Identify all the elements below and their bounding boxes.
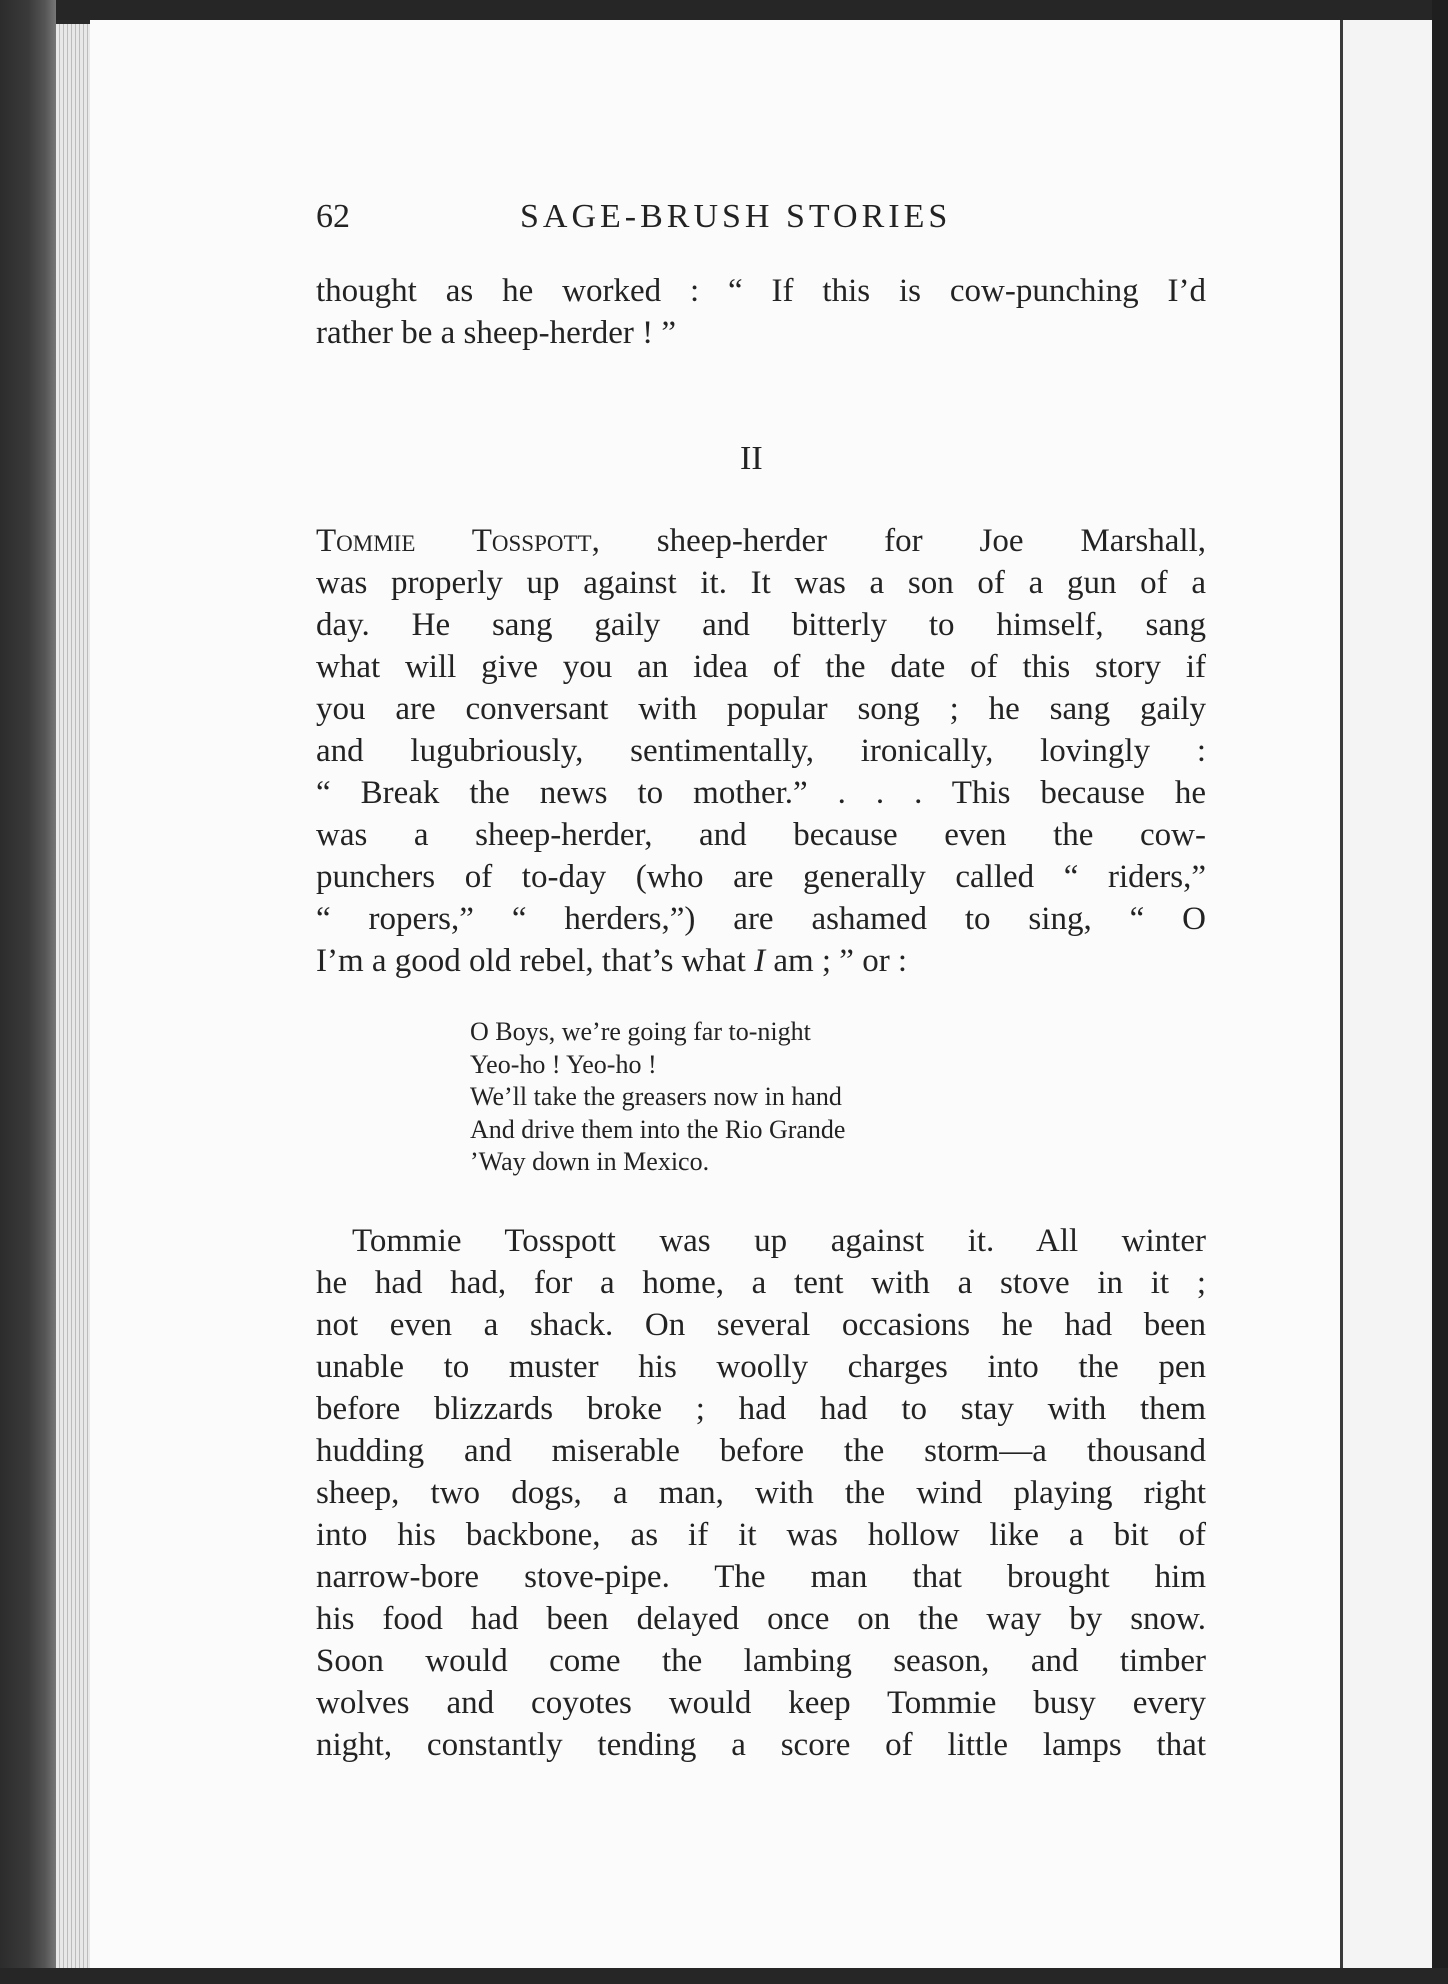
text-line: Soon would come the lambing season, and timber (316, 1643, 1206, 1679)
lead-small-caps: Tommie Tosspott, (316, 523, 600, 559)
verse-line: And drive them into the Rio Grande (470, 1114, 846, 1144)
paragraph-3 (316, 1220, 1206, 1766)
text-line: hudding and miserable before the storm—a thousand (316, 1433, 1206, 1469)
text-line: rather be a sheep-herder ! ” (316, 315, 677, 351)
verse-line: ’Way down in Mexico. (470, 1147, 710, 1176)
text-line: he had had, for a home, a tent with a stove in it ; (316, 1265, 1206, 1301)
verse-block (470, 1016, 845, 1179)
text-line: day. He sang gaily and bitterly to himself, sang (316, 607, 1206, 643)
text-after-italic: am ; ” or : (765, 943, 908, 979)
text-line (316, 520, 1206, 562)
scan-right-border (1432, 0, 1448, 1984)
page-number: 62 (316, 198, 350, 235)
section-number: II (740, 440, 763, 477)
facing-page-edge (1340, 20, 1435, 1968)
text-line: his food had been delayed once on the way by snow. (316, 1601, 1206, 1637)
text-before-italic: I’m a good old rebel, that’s what (316, 943, 755, 979)
page-edges (56, 24, 92, 1974)
text-line: was a sheep-herder, and because even the cow- (316, 817, 1206, 853)
scan-bottom-border (0, 1968, 1448, 1984)
text-line: narrow-bore stove-pipe. The man that brought him (316, 1559, 1206, 1595)
first-line-rest: sheep-herder for Joe Marshall, (599, 523, 1206, 559)
text-line: sheep, two dogs, a man, with the wind playing right (316, 1475, 1206, 1511)
text-line: was properly up against it. It was a son of a gun of a (316, 565, 1206, 601)
running-title: SAGE-BRUSH STORIES (520, 198, 952, 235)
text-line: night, constantly tending a score of little lamps that (316, 1727, 1206, 1763)
scan-top-border (0, 0, 1448, 20)
text-line (316, 940, 1206, 982)
text-line: not even a shack. On several occasions he had been (316, 1307, 1206, 1343)
paragraph-1 (316, 270, 1206, 354)
text-line: punchers of to-day (who are generally called “ riders,” (316, 859, 1206, 895)
running-head (316, 198, 1196, 248)
verse-line: We’ll take the greasers now in hand (470, 1082, 842, 1111)
text-line: “ Break the news to mother.” . . . This because he (316, 775, 1206, 811)
text-line: Tommie Tosspott was up against it. All winter (352, 1223, 1206, 1259)
text-line: unable to muster his woolly charges into the pen (316, 1349, 1206, 1385)
text-line: before blizzards broke ; had had to stay with them (316, 1391, 1206, 1427)
text-line: you are conversant with popular song ; he sang gaily (316, 691, 1206, 727)
paragraph-2 (316, 520, 1206, 982)
text-line: into his backbone, as if it was hollow like a bit of (316, 1517, 1206, 1553)
text-line: what will give you an idea of the date of this story if (316, 649, 1206, 685)
text-line: “ ropers,” “ herders,”) are ashamed to sing, “ O (316, 901, 1206, 937)
text-line: wolves and coyotes would keep Tommie busy every (316, 1685, 1206, 1721)
text-line: and lugubriously, sentimentally, ironically, lovingly : (316, 733, 1206, 769)
book-spine (0, 0, 56, 1984)
verse-line: Yeo-ho ! Yeo-ho ! (470, 1049, 657, 1079)
text-line: thought as he worked : “ If this is cow-punching I’d (316, 273, 1206, 309)
italic-word: I (754, 943, 766, 979)
verse-line: O Boys, we’re going far to-night (470, 1017, 811, 1046)
